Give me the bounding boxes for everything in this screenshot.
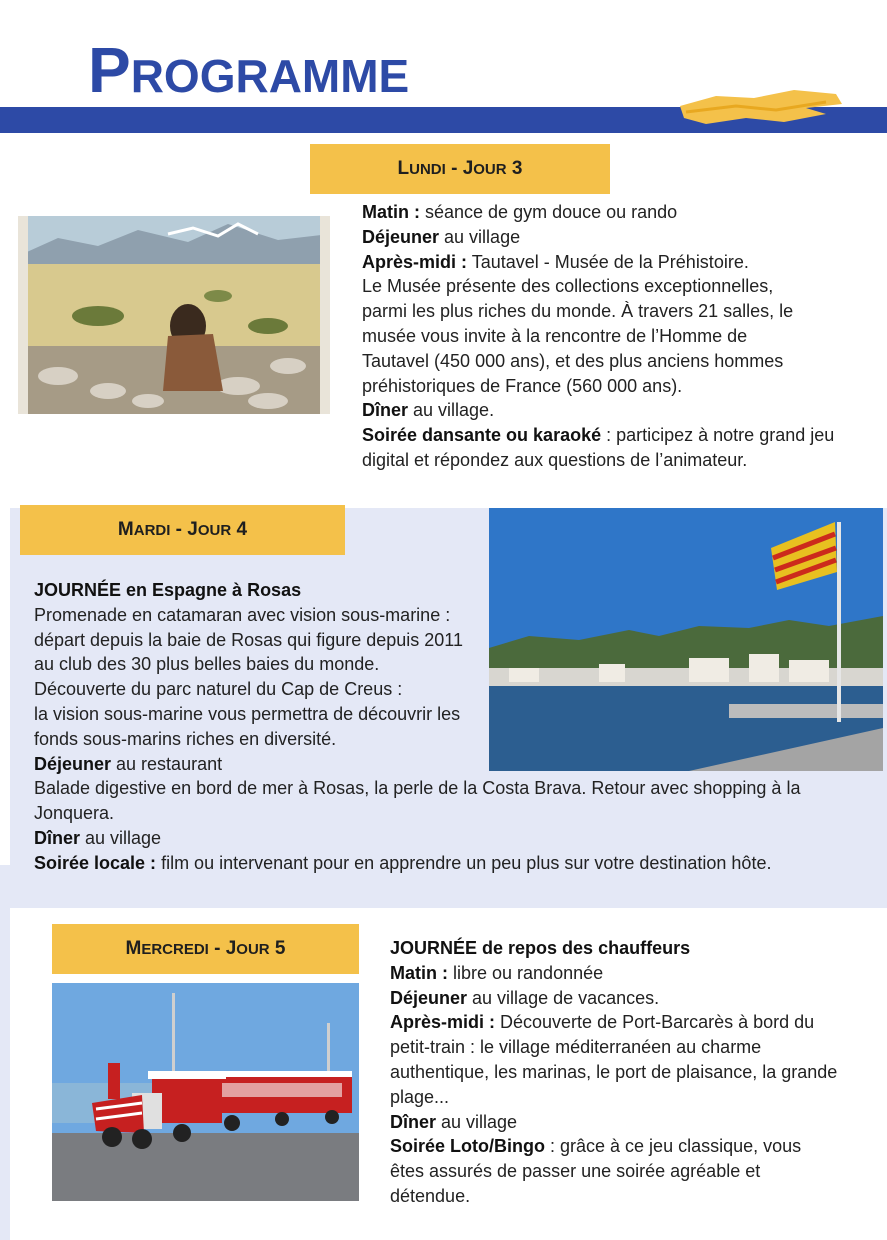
- text-line: Soirée dansante ou karaoké : participez à notre grand jeu digital et répondez aux questions de l’animateur.: [362, 425, 835, 470]
- text-line: Soirée Loto/Bingo : grâce à ce jeu classique, vous êtes assurés de passer une soirée agréable et détendue.: [390, 1136, 802, 1206]
- text-line: Après-midi : Découverte de Port-Barcarès à bord du petit-train : le village méditerranéen au charme authentique, les marinas, le port de plaisance, la grande plage...: [390, 1012, 838, 1107]
- day-label-mardi: MARDI - JOUR 4: [20, 505, 345, 555]
- text-line: Dîner au village: [34, 827, 162, 848]
- day-label-mercredi: MERCREDI - JOUR 5: [52, 924, 359, 974]
- text-line: Déjeuner au village: [362, 226, 521, 247]
- text-line: Déjeuner au village de vacances.: [390, 987, 660, 1008]
- page-title: PROGRAMME: [88, 34, 410, 106]
- day-text-lundi: [362, 200, 847, 473]
- text-line: Dîner au village.: [362, 400, 495, 421]
- text-line: Dîner au village: [390, 1111, 518, 1132]
- text-line: Promenade en catamaran avec vision sous-marine : départ depuis la baie de Rosas qui figure depuis 2011 au club des 30 plus belles baies du monde. Découverte du parc naturel du Cap de Creus :: [34, 604, 463, 700]
- photo-prehistory-museum: [18, 216, 330, 414]
- text-line: Soirée locale : film ou intervenant pour en apprendre un peu plus sur votre destination hôte.: [34, 852, 772, 873]
- left-accent-bar: [0, 865, 10, 1240]
- text-line: JOURNÉE en Espagne à Rosas: [34, 580, 302, 600]
- text-line: JOURNÉE de repos des chauffeurs: [390, 938, 691, 958]
- text-line: la vision sous-marine vous permettra de découvrir les fonds sous-marins riches en diversité.: [34, 703, 461, 749]
- day-label-lundi: LUNDI - JOUR 3: [310, 144, 610, 194]
- text-line: Matin : séance de gym douce ou rando: [362, 202, 678, 222]
- text-line: Le Musée présente des collections exceptionnelles, parmi les plus riches du monde. À travers 21 salles, le musée vous invite à la rencontre de l’Homme de Tautavel (450 000 ans), et des plus anciens hommes préhistoriques de France (560 000 ans).: [362, 276, 794, 396]
- text-line: Déjeuner au restaurant: [34, 753, 223, 774]
- text-line: Matin : libre ou randonnée: [390, 962, 604, 983]
- text-line: Balade digestive en bord de mer à Rosas, la perle de la Costa Brava. Retour avec shopping à la Jonquera.: [34, 778, 801, 824]
- brush-stroke-decoration: [676, 82, 846, 130]
- photo-petit-train: [52, 983, 359, 1201]
- text-line: Après-midi : Tautavel - Musée de la Préhistoire.: [362, 251, 749, 272]
- day-text-mercredi: [390, 936, 850, 1209]
- day-text-mardi: [34, 578, 874, 876]
